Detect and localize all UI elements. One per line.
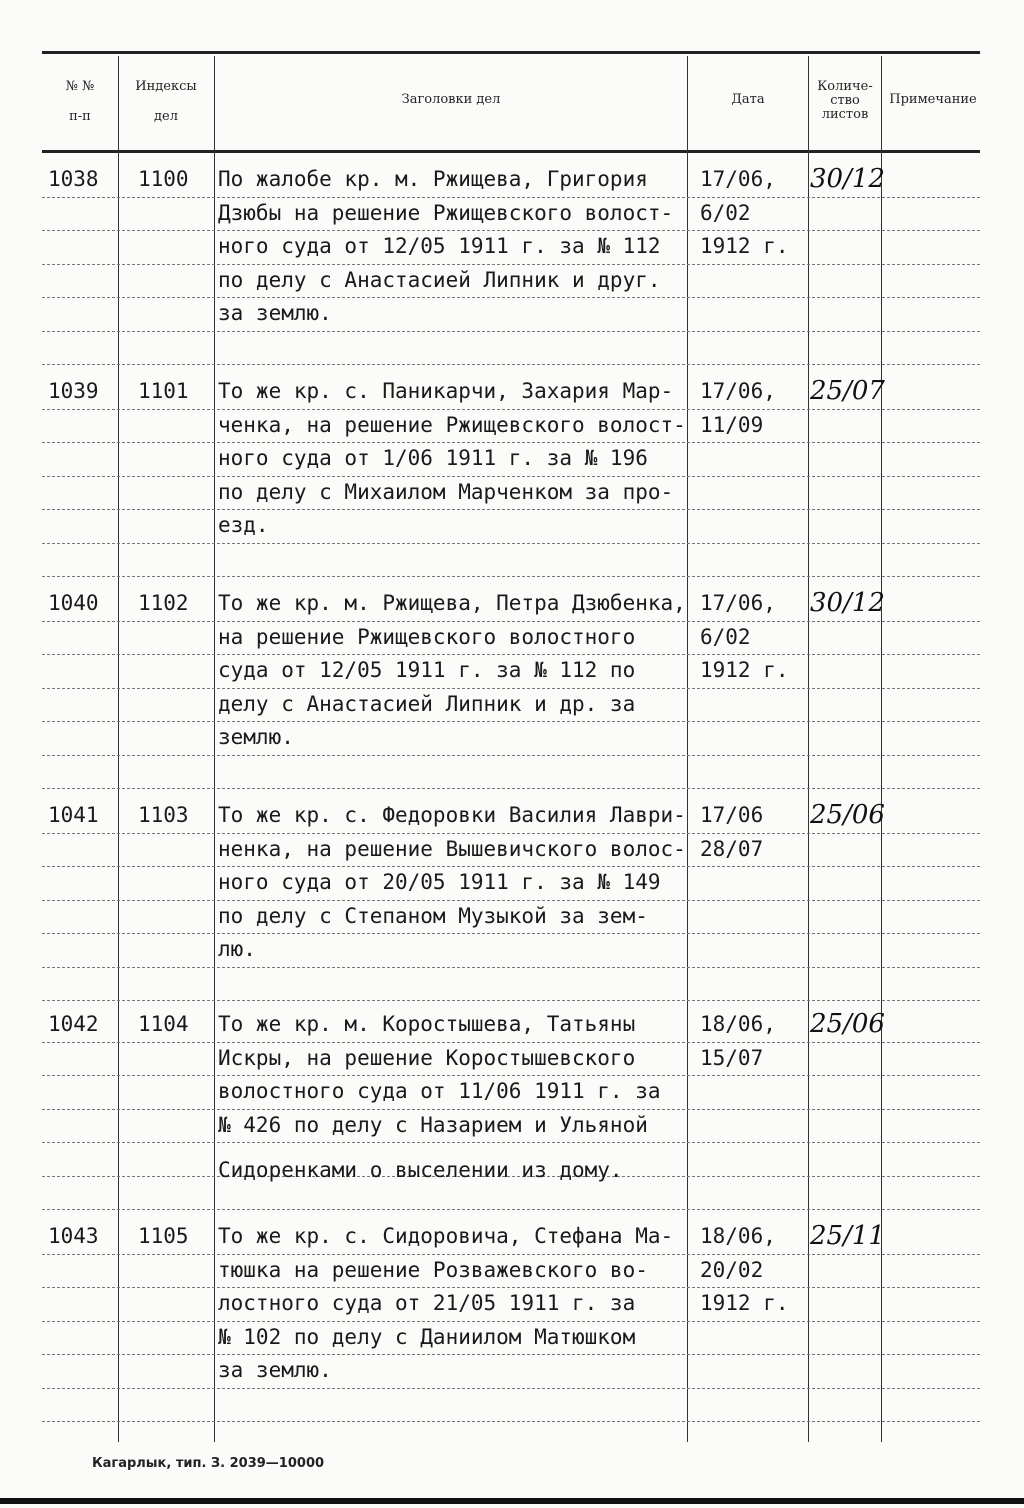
header-index: Индексы дел (135, 79, 197, 124)
row-number: 1041 (48, 803, 99, 827)
row-date: 17/06, 6/02 1912 г. (700, 591, 789, 682)
ruling-line (42, 1000, 980, 1001)
row-number: 1038 (48, 167, 99, 191)
ruling-line (42, 364, 980, 365)
row-index: 1101 (138, 379, 189, 403)
row-title: То же кр. м. Коростышева, Татьяны Искры, на решение Коростышевского волостного суда от 11/06 1911 г. за № 426 по делу с Назарием и Ульяной Сидоренками о выселении из дому. (218, 1012, 661, 1182)
row-sheets: 25/06 (810, 800, 885, 830)
ruling-line (42, 1388, 980, 1389)
ruling-line (42, 967, 980, 968)
header-num: № № п-п (65, 79, 95, 124)
row-sheets: 25/11 (810, 1221, 885, 1251)
row-index: 1103 (138, 803, 189, 827)
ruling-line (42, 576, 980, 577)
ruling-line (42, 331, 980, 332)
row-date: 17/06, 11/09 (700, 379, 776, 437)
row-number: 1042 (48, 1012, 99, 1036)
ruling-line (42, 1421, 980, 1422)
bottom-rule (0, 1498, 1024, 1504)
row-date: 17/06, 6/02 1912 г. (700, 167, 789, 258)
row-date: 18/06, 15/07 (700, 1012, 776, 1070)
ruling-line (42, 755, 980, 756)
row-index: 1105 (138, 1224, 189, 1248)
row-number: 1039 (48, 379, 99, 403)
row-index: 1102 (138, 591, 189, 615)
row-title: То же кр. с. Паникарчи, Захария Мар- ченка, на решение Ржищевского волост- ного суда от 1/06 1911 г. за № 196 по делу с Михаилом Марченком за про- езд. (218, 379, 686, 537)
row-number: 1043 (48, 1224, 99, 1248)
row-number: 1040 (48, 591, 99, 615)
row-date: 18/06, 20/02 1912 г. (700, 1224, 789, 1315)
ruling-line (42, 543, 980, 544)
printer-imprint: Кагарлык, тип. З. 2039—10000 (92, 1456, 325, 1471)
row-title: То же кр. с. Федоровки Василия Лаври- ненка, на решение Вышевичского волос- ного суда от 20/05 1911 г. за № 149 по делу с Степаном Музыкой за зем- лю. (218, 803, 686, 961)
header-rule (42, 150, 980, 153)
header-title: Заголовки дел (401, 92, 501, 107)
top-rule (42, 51, 980, 54)
row-index: 1100 (138, 167, 189, 191)
row-index: 1104 (138, 1012, 189, 1036)
row-title: По жалобе кр. м. Ржищева, Григория Дзюбы на решение Ржищевского волост- ного суда от 12/05 1911 г. за № 112 по делу с Анастасией Липник и друг. за землю. (218, 167, 674, 325)
header-note: Примечание (889, 92, 977, 107)
row-sheets: 30/12 (810, 588, 885, 618)
header-sheets: Количе- ство листов (817, 79, 873, 122)
row-sheets: 25/06 (810, 1009, 885, 1039)
row-sheets: 25/07 (810, 376, 885, 406)
ruling-line (42, 1209, 980, 1210)
row-date: 17/06 28/07 (700, 803, 764, 861)
row-title: То же кр. м. Ржищева, Петра Дзюбенка, на решение Ржищевского волостного суда от 12/05 1911 г. за № 112 по делу с Анастасией Липник и др. за землю. (218, 591, 686, 749)
header-date: Дата (731, 92, 765, 107)
ruling-line (42, 788, 980, 789)
row-title: То же кр. с. Сидоровича, Стефана Ма- тюшка на решение Розважевского во- лостного суда от 21/05 1911 г. за № 102 по делу с Даниилом Матюшком за землю. (218, 1224, 674, 1382)
row-sheets: 30/12 (810, 164, 885, 194)
